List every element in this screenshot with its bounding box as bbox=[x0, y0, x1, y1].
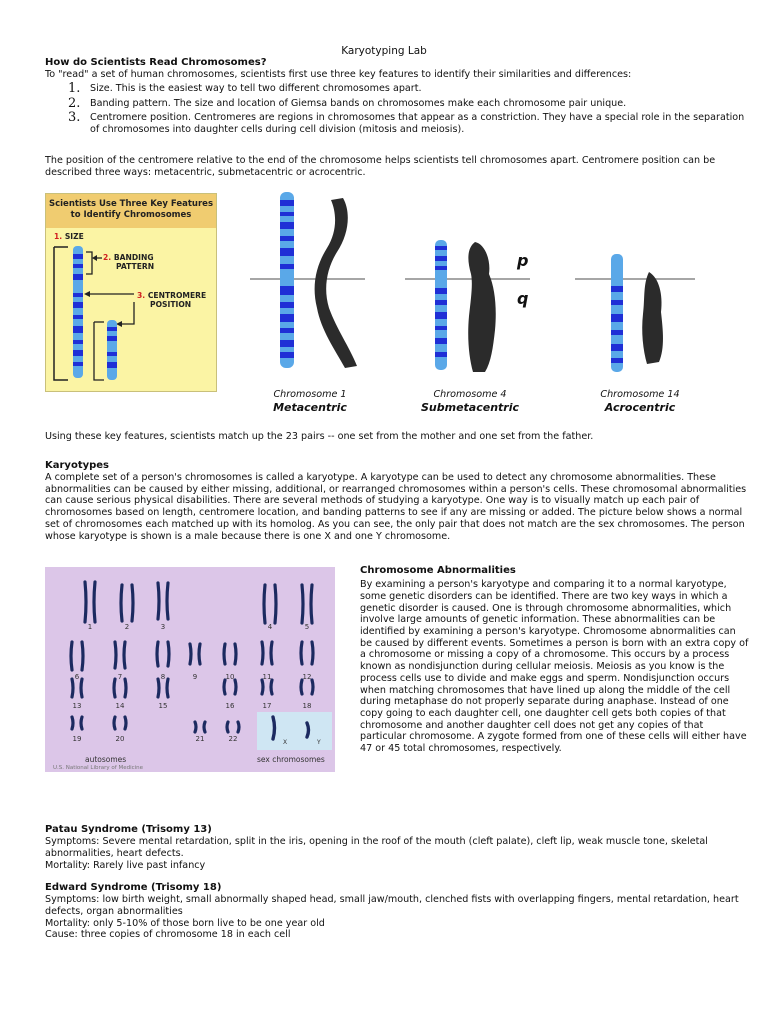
karyogram-chromosome bbox=[125, 717, 126, 729]
karyogram-chromosome bbox=[81, 717, 82, 729]
chromosome-number-label: 22 bbox=[228, 735, 238, 743]
karyogram-chromosome bbox=[271, 642, 272, 664]
karyogram-chromosome bbox=[224, 644, 225, 664]
karyotypes-paragraph: A complete set of a person's chromosomes is called a karyotype. A karyotype can be used to detect any chromosome abnormalities. These abnormalities can be caused by either missing, additional, or rearranged chromosomes within a person's cells. These chromosomal abnormalities can cause serious physical disabilities. There are several methods of studying a karyotype. One way is to visually match up each pair of chromosomes based on length, centromere location, and banding patterns to see if any are missing or added. The picture below shows a normal set of chromosomes each matched up with its homolog. As you can see, the only pair that does not match are the sex chromosomes. The person whose karyotype is shown is a male because there is one X and one Y chromosome. bbox=[45, 472, 747, 542]
autosomes-label: autosomes bbox=[85, 755, 127, 764]
edward-heading: Edward Syndrome (Trisomy 18) bbox=[45, 882, 222, 893]
feature-item bbox=[60, 95, 750, 111]
karyogram-chromosome bbox=[168, 642, 169, 666]
abnormalities-heading: Chromosome Abnormalities bbox=[360, 565, 516, 576]
karyogram-chromosome bbox=[82, 642, 83, 670]
centromere-text-2: POSITION bbox=[150, 299, 192, 309]
edward-cause: Cause: three copies of chromosome 18 in each cell bbox=[45, 929, 291, 941]
karyogram-chromosome bbox=[199, 644, 200, 664]
feature-number: 3. bbox=[68, 110, 81, 126]
key-features-figure bbox=[45, 193, 217, 392]
size-text: SIZE bbox=[64, 232, 84, 241]
key-features-diagram bbox=[46, 194, 216, 391]
karyogram-chromosome bbox=[132, 585, 133, 621]
karyogram-chromosome bbox=[224, 680, 225, 694]
edward-symptoms: Symptoms: low birth weight, small abnormally shaped head, small jaw/mouth, clenched fists with overlapping fingers, mental retardation, heart defects, organ abnormalities bbox=[45, 894, 739, 917]
feature-number: 1. bbox=[68, 81, 81, 96]
karyogram-chromosome bbox=[81, 679, 82, 697]
chromosome-number-label: 21 bbox=[195, 735, 205, 743]
karyogram-chromosome bbox=[167, 679, 168, 697]
karyogram-chromosome bbox=[301, 642, 302, 664]
intro-heading: How do Scientists Read Chromosomes? bbox=[45, 57, 267, 68]
chromosome-number-label: 19 bbox=[72, 735, 82, 743]
chromosome-14-type: Acrocentric bbox=[604, 400, 676, 414]
sex-chromosomes-label: sex chromosomes bbox=[257, 755, 325, 764]
edward-section bbox=[45, 882, 757, 941]
feature-text: Centromere position. Centromeres are regions in chromosomes that appear as a constriction. They have a special role in the separation of chromosomes into daughter cells during cell division (mitosis and meiosis). bbox=[90, 112, 745, 136]
figure-header-line: to Identify Chromosomes bbox=[70, 209, 192, 220]
chromosome-number-label: 8 bbox=[160, 673, 166, 681]
chromosome-number-label: 15 bbox=[158, 702, 168, 710]
karyogram-chromosome bbox=[190, 644, 191, 664]
karyogram-chromosome bbox=[85, 582, 86, 622]
karyogram-chromosome bbox=[301, 680, 302, 694]
patau-mortality: Mortality: Rarely live past infancy bbox=[45, 859, 206, 871]
karyogram-chromosome bbox=[312, 680, 313, 694]
chromosome-number-label: 13 bbox=[72, 702, 82, 710]
karyogram-chromosome bbox=[275, 585, 276, 623]
patau-heading: Patau Syndrome (Trisomy 13) bbox=[45, 824, 212, 835]
karyogram-chromosome bbox=[72, 679, 73, 697]
feature-text: Banding pattern. The size and location of Giemsa bands on chromosomes make each chromosome pair unique. bbox=[90, 97, 627, 109]
chromosome-number-label: 20 bbox=[115, 735, 125, 743]
chromosome-number-label: 12 bbox=[302, 673, 312, 681]
karyogram-chromosome bbox=[264, 585, 265, 623]
karyogram-chromosome bbox=[235, 644, 236, 664]
karyogram-chromosome bbox=[262, 642, 263, 664]
karyogram-chromosome bbox=[238, 722, 239, 732]
chromosome-1-type: Metacentric bbox=[273, 400, 347, 414]
karyogram-chromosome bbox=[121, 585, 122, 621]
chromosome-number-label: 6 bbox=[74, 673, 80, 681]
karyogram-chromosome bbox=[114, 679, 115, 697]
karyogram-chromosome bbox=[195, 722, 196, 732]
karyogram-chromosome bbox=[114, 717, 115, 729]
page-title: Karyotyping Lab bbox=[341, 45, 427, 57]
chromosome-4-caption bbox=[405, 389, 535, 414]
centromere-paragraph: The position of the centromere relative to the end of the chromosome helps scientists tell chromosomes apart. Centromere position can be described three ways: metacentric, submetacentric or acrocentric. bbox=[45, 155, 716, 178]
patau-symptoms: Symptoms: Severe mental retardation, split in the iris, opening in the roof of the mouth (cleft palate), cleft lip, weak muscle tone, skeletal abnormalities, heart defects. bbox=[45, 836, 708, 859]
abnormalities-paragraph: By examining a person's karyotype and comparing it to a normal karyotype, some genetic disorders can be identified. There are two key ways in which a genetic disorder is caused. One is through chromosome abnormalities, which involve large amounts of genetic information. These abnormalities can be identified by examining a person's karyotype. Chromosome abnormalities can be caused by different events. Sometimes a person is born with an extra copy of a chromosome or missing a copy of a chromosome. This occurs by a process known as nondisjunction during cellular meiosis. Meiosis as you know is the process cells use to divide and make eggs and sperm. Nondisjunction occurs when matching chromosomes that have lined up along the middle of the cell during metaphase do not properly separate during anaphase. Instead of one copy going to each daughter cell, one daughter cell gets both copies of that chromosome and another daughter cell does not get any copies of that particular chromosome. A zygote formed from one of these cells will either have 47 or 45 total chromosomes, respectively. bbox=[360, 579, 749, 755]
centromere-text-1: CENTROMERE bbox=[147, 291, 207, 300]
karyogram-chromosome bbox=[302, 585, 303, 623]
p-arm-label: p bbox=[517, 251, 529, 270]
q-arm-label: q bbox=[517, 289, 529, 308]
pairs-paragraph: Using these key features, scientists match up the 23 pairs -- one set from the mother and one set from the father. bbox=[45, 431, 594, 442]
karyogram-chromosome bbox=[204, 722, 205, 732]
sex-chromosome bbox=[307, 723, 309, 737]
karyogram-chromosome bbox=[124, 642, 125, 668]
karyogram-chromosome bbox=[94, 582, 95, 622]
centromere-number: 3. bbox=[137, 291, 146, 300]
karyogram-chromosome bbox=[157, 642, 158, 666]
karyogram-chromosome bbox=[115, 642, 116, 668]
chromosome-types-diagram bbox=[245, 190, 705, 390]
chromosome-4-type: Submetacentric bbox=[420, 400, 520, 414]
karyogram-chromosome bbox=[71, 642, 72, 670]
karyotypes-heading: Karyotypes bbox=[45, 460, 110, 471]
chromosome-number-label: 3 bbox=[160, 623, 166, 631]
chromosome-number-label: 16 bbox=[225, 702, 235, 710]
banding-text-1: BANDING bbox=[113, 253, 154, 262]
chromosome-14-name: Chromosome 14 bbox=[600, 389, 680, 400]
karyogram-chromosome bbox=[312, 642, 313, 664]
karyogram-chromosome bbox=[167, 583, 168, 619]
chromosome-1-caption bbox=[250, 389, 370, 414]
chromosome-number-label: 10 bbox=[225, 673, 235, 681]
chromosome-number-label: 4 bbox=[267, 623, 273, 631]
size-number: 1. bbox=[54, 232, 63, 241]
chromosome-number-label: 9 bbox=[192, 673, 198, 681]
feature-item bbox=[60, 112, 750, 135]
feature-list bbox=[60, 83, 750, 139]
karyogram-chromosome bbox=[158, 679, 159, 697]
chromosome-4-name: Chromosome 4 bbox=[433, 389, 507, 400]
chromosome-number-label: 18 bbox=[302, 702, 312, 710]
karyogram-chromosome bbox=[235, 680, 236, 694]
chromosome-number-label: 1 bbox=[87, 623, 93, 631]
sex-chromosome-label: Y bbox=[317, 739, 321, 746]
chromosome-number-label: 11 bbox=[262, 673, 272, 681]
image-credit: U.S. National Library of Medicine bbox=[53, 765, 144, 771]
chromosome-number-label: 2 bbox=[124, 623, 130, 631]
karyogram-chromosome bbox=[262, 680, 263, 694]
chromosome-number-label: 5 bbox=[304, 623, 310, 631]
karyogram-chromosome bbox=[125, 679, 126, 697]
figure-header-line: Scientists Use Three Key Features bbox=[48, 199, 214, 209]
karyogram-chromosome bbox=[311, 585, 312, 623]
chromosome-number-label: 14 bbox=[115, 702, 125, 710]
banding-text-2: PATTERN bbox=[116, 261, 155, 271]
feature-item bbox=[60, 83, 750, 95]
sex-chromosome bbox=[273, 717, 275, 739]
chromosome-1-name: Chromosome 1 bbox=[273, 389, 347, 400]
karyogram-chromosomes bbox=[45, 567, 335, 772]
karyogram-image bbox=[45, 567, 335, 772]
intro-lead: To "read" a set of human chromosomes, scientists first use three key features to identify their similarities and differences: bbox=[45, 69, 632, 80]
chromosome-14-caption bbox=[575, 389, 705, 414]
edward-mortality: Mortality: only 5-10% of those born live to be one year old bbox=[45, 917, 325, 929]
feature-number: 2. bbox=[68, 95, 81, 111]
patau-section bbox=[45, 824, 757, 871]
karyogram-chromosome bbox=[158, 583, 159, 619]
chromosome-number-label: 17 bbox=[262, 702, 272, 710]
banding-number: 2. bbox=[103, 253, 112, 262]
feature-text: Size. This is the easiest way to tell two different chromosomes apart. bbox=[90, 83, 422, 94]
chromosome-number-label: 7 bbox=[117, 673, 123, 681]
sex-chromosome-label: X bbox=[283, 739, 288, 746]
karyogram-chromosome bbox=[72, 717, 73, 729]
karyogram-chromosome bbox=[271, 680, 272, 694]
abnormalities-section bbox=[360, 565, 750, 755]
karyogram-chromosome bbox=[227, 722, 228, 732]
